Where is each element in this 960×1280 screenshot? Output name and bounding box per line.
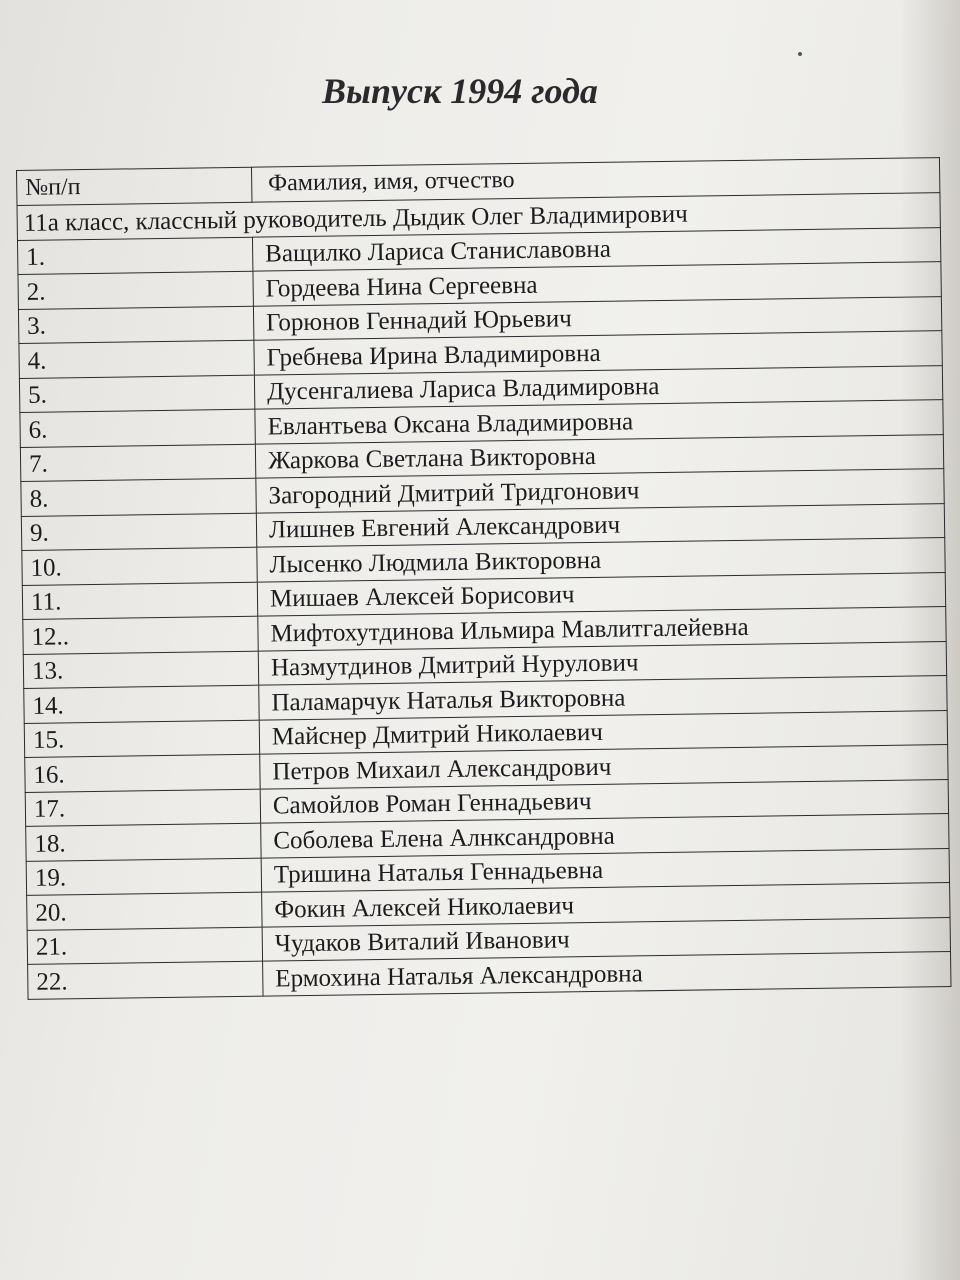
row-full-name: Евлантьева Оксана Владимировна: [255, 400, 943, 444]
row-number: 21.: [27, 927, 262, 965]
row-full-name: Петров Михаил Александрович: [260, 745, 948, 789]
row-number: 20.: [27, 892, 262, 930]
row-number: 14.: [24, 685, 259, 723]
row-number: 7.: [20, 444, 255, 482]
row-number: 12..: [23, 616, 258, 654]
row-full-name: Соболева Елена Алнксандровна: [261, 814, 949, 858]
row-full-name: Гребнева Ирина Владимировна: [254, 331, 942, 375]
row-number: 18.: [26, 823, 261, 861]
row-full-name: Самойлов Роман Геннадьевич: [260, 779, 948, 823]
class-heading: 11а класс, классный руководитель Дыдик Олег Владимирович: [17, 193, 940, 240]
row-number: 9.: [21, 513, 256, 551]
row-number: 11.: [22, 582, 257, 620]
row-number: 6.: [20, 409, 255, 447]
row-full-name: Лысенко Людмила Викторовна: [257, 538, 945, 582]
row-number: 13.: [23, 651, 258, 689]
row-full-name: Тришина Наталья Геннадьевна: [261, 848, 949, 892]
row-full-name: Мишаев Алексей Борисович: [257, 572, 945, 616]
row-number: 16.: [25, 754, 260, 792]
row-number: 15.: [24, 720, 259, 758]
row-full-name: Назмутдинов Дмитрий Нурулович: [258, 641, 946, 685]
header-number: №п/п: [17, 167, 252, 205]
row-full-name: Фокин Алексей Николаевич: [262, 883, 950, 927]
row-full-name: Мифтохутдинова Ильмира Мавлитгалейевна: [258, 607, 946, 651]
row-number: 19.: [26, 858, 261, 896]
row-full-name: Майснер Дмитрий Николаевич: [259, 710, 947, 754]
row-full-name: Гордеева Нина Сергеевна: [253, 262, 941, 306]
document-title: Выпуск 1994 года: [322, 71, 598, 111]
row-number: 10.: [22, 547, 257, 585]
row-full-name: Паламарчук Наталья Викторовна: [259, 676, 947, 720]
row-number: 1.: [17, 237, 252, 275]
header-name: Фамилия, имя, отчество: [251, 158, 939, 203]
row-number: 8.: [21, 478, 256, 516]
ink-speck: [798, 52, 802, 56]
row-number: 3.: [18, 306, 253, 344]
row-full-name: Ващилко Лариса Станиславовна: [252, 227, 940, 271]
graduates-table: [16, 157, 951, 999]
graduates-table-container: [16, 157, 951, 999]
row-full-name: Ермохина Наталья Александровна: [263, 952, 951, 996]
row-number: 22.: [28, 961, 263, 999]
row-number: 2.: [18, 271, 253, 309]
row-full-name: Чудаков Виталий Иванович: [262, 917, 950, 961]
row-number: 5.: [19, 375, 254, 413]
row-full-name: Загородний Дмитрий Тридгонович: [256, 469, 944, 513]
row-number: 4.: [19, 340, 254, 378]
row-full-name: Жаркова Светлана Викторовна: [255, 434, 943, 478]
row-full-name: Дусенгалиева Лариса Владимировна: [254, 365, 942, 409]
row-number: 17.: [25, 789, 260, 827]
row-full-name: Горюнов Геннадий Юрьевич: [253, 296, 941, 340]
row-full-name: Лишнев Евгений Александрович: [256, 503, 944, 547]
